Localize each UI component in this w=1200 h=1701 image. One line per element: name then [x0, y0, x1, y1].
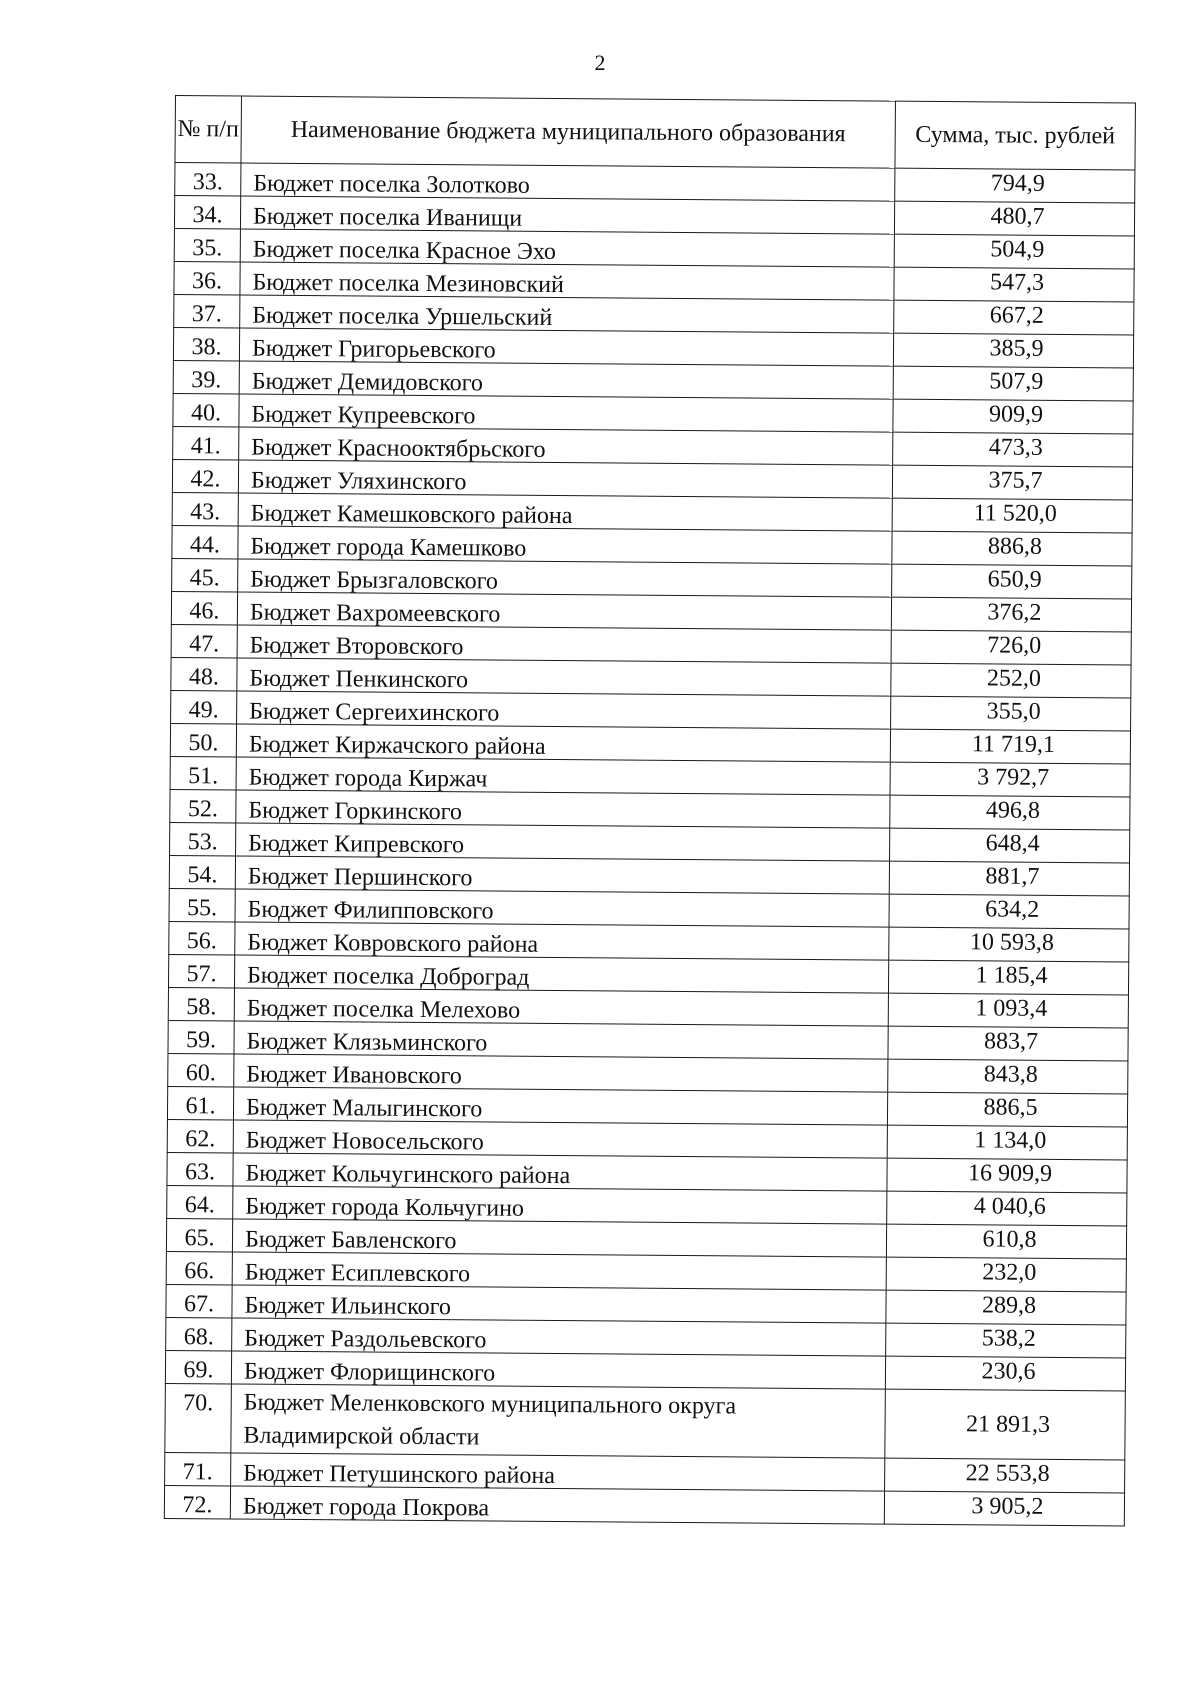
row-number: 60.	[168, 1053, 234, 1087]
row-sum: 909,9	[893, 399, 1133, 434]
row-sum: 480,7	[894, 201, 1134, 236]
row-number: 51.	[170, 756, 236, 790]
row-budget-name: Бюджет Второвского	[237, 625, 891, 663]
row-budget-name: Бюджет Ивановского	[234, 1054, 888, 1092]
row-budget-name: Бюджет Малыгинского	[233, 1087, 887, 1125]
row-number: 63.	[167, 1152, 233, 1186]
table-header-row	[175, 96, 1135, 171]
row-budget-name: Бюджет Уляхинского	[238, 460, 892, 498]
row-number: 61.	[167, 1086, 233, 1120]
row-number: 36.	[174, 261, 240, 295]
row-number: 64.	[167, 1185, 233, 1219]
row-sum: 634,2	[889, 894, 1129, 929]
row-sum: 504,9	[894, 234, 1134, 269]
row-budget-name: Бюджет поселка Мелехово	[234, 988, 888, 1026]
row-budget-name: Бюджет Кипревского	[236, 823, 890, 861]
row-budget-name: Бюджет Бавленского	[232, 1219, 886, 1257]
row-sum: 886,5	[887, 1092, 1127, 1127]
row-budget-name: Бюджет Купреевского	[239, 394, 893, 432]
row-sum: 232,0	[886, 1257, 1126, 1292]
row-number: 58.	[168, 987, 234, 1021]
row-sum: 648,4	[890, 828, 1130, 863]
row-number: 52.	[170, 789, 236, 823]
row-budget-name: Бюджет Краснооктябрьского	[239, 427, 893, 465]
row-budget-name: Бюджет Демидовского	[239, 361, 893, 399]
row-sum: 21 891,3	[885, 1389, 1126, 1460]
row-sum: 473,3	[893, 432, 1133, 467]
row-sum: 376,2	[891, 597, 1131, 632]
row-number: 62.	[167, 1119, 233, 1153]
row-budget-name: Бюджет города Кольчугино	[233, 1186, 887, 1224]
row-sum: 355,0	[891, 696, 1131, 731]
budget-table-container	[164, 95, 1135, 1526]
row-budget-name: Бюджет города Покрова	[230, 1486, 884, 1524]
row-budget-name: Бюджет Петушинского района	[231, 1453, 885, 1491]
row-number: 65.	[166, 1218, 232, 1252]
row-number: 67.	[166, 1284, 232, 1318]
row-budget-name: Бюджет Камешковского района	[238, 493, 892, 531]
row-budget-name: Бюджет поселка Уршельский	[240, 295, 894, 333]
row-sum: 385,9	[893, 333, 1133, 368]
row-budget-name: Бюджет поселка Доброград	[234, 955, 888, 993]
row-number: 66.	[166, 1251, 232, 1285]
row-number: 41.	[173, 426, 239, 460]
row-number: 33.	[175, 163, 241, 197]
table-body	[164, 163, 1135, 1526]
row-budget-name: Бюджет поселка Иванищи	[240, 196, 894, 234]
row-number: 39.	[173, 360, 239, 394]
row-sum: 496,8	[890, 795, 1130, 830]
row-sum: 3 792,7	[890, 762, 1130, 797]
table-row	[164, 1485, 1124, 1526]
row-budget-name: Бюджет поселка Золотково	[241, 163, 895, 201]
budget-table	[164, 95, 1136, 1527]
row-budget-name: Бюджет Григорьевского	[239, 328, 893, 366]
row-number: 59.	[168, 1020, 234, 1054]
row-number: 40.	[173, 393, 239, 427]
row-number: 54.	[169, 855, 235, 889]
row-budget-name: Бюджет Меленковского муниципального округа Владимирской области	[231, 1384, 886, 1458]
row-sum: 726,0	[891, 630, 1131, 665]
row-sum: 881,7	[889, 861, 1129, 896]
row-sum: 1 093,4	[888, 993, 1128, 1028]
row-number: 42.	[172, 459, 238, 493]
row-sum: 230,6	[885, 1356, 1125, 1391]
row-sum: 667,2	[894, 300, 1134, 335]
row-sum: 16 909,9	[887, 1158, 1127, 1193]
row-budget-name: Бюджет Ильинского	[232, 1285, 886, 1323]
row-number: 72.	[164, 1485, 230, 1519]
row-budget-name: Бюджет Есиплевского	[232, 1252, 886, 1290]
row-budget-name: Бюджет Филипповского	[235, 889, 889, 927]
row-budget-name: Бюджет Клязьминского	[234, 1021, 888, 1059]
row-sum: 547,3	[894, 267, 1134, 302]
row-budget-name: Бюджет Пенкинского	[237, 658, 891, 696]
row-budget-name: Бюджет Кольчугинского района	[233, 1153, 887, 1191]
row-budget-name: Бюджет поселка Мезиновский	[240, 262, 894, 300]
row-sum: 610,8	[886, 1224, 1126, 1259]
row-budget-name: Бюджет Сергеихинского	[237, 691, 891, 729]
row-number: 46.	[171, 591, 237, 625]
row-number: 70.	[165, 1383, 232, 1453]
row-sum: 794,9	[895, 168, 1135, 203]
header-number: № п/п	[175, 96, 242, 164]
row-number: 37.	[174, 294, 240, 328]
row-number: 48.	[171, 657, 237, 691]
row-number: 55.	[169, 888, 235, 922]
row-number: 34.	[174, 196, 240, 230]
row-budget-name: Бюджет Раздольевского	[232, 1318, 886, 1356]
row-sum: 252,0	[891, 663, 1131, 698]
row-number: 71.	[165, 1452, 231, 1486]
row-sum: 11 719,1	[890, 729, 1130, 764]
row-sum: 538,2	[886, 1323, 1126, 1358]
row-sum: 650,9	[892, 564, 1132, 599]
row-sum: 1 185,4	[888, 960, 1128, 995]
row-budget-name: Бюджет Брызгаловского	[238, 559, 892, 597]
page-number: 2	[594, 50, 606, 75]
row-budget-name: Бюджет Вахромеевского	[237, 592, 891, 630]
row-sum: 886,8	[892, 531, 1132, 566]
row-number: 47.	[171, 624, 237, 658]
row-number: 56.	[169, 921, 235, 955]
row-number: 69.	[165, 1350, 231, 1384]
row-sum: 375,7	[892, 465, 1132, 500]
table-row	[165, 1383, 1126, 1460]
row-sum: 1 134,0	[887, 1125, 1127, 1160]
row-number: 68.	[166, 1317, 232, 1351]
row-budget-name: Бюджет Ковровского района	[235, 922, 889, 960]
row-sum: 883,7	[888, 1026, 1128, 1061]
row-budget-name: Бюджет Першинского	[235, 856, 889, 894]
row-budget-name: Бюджет города Киржач	[236, 757, 890, 795]
row-sum: 843,8	[888, 1059, 1128, 1094]
header-budget-name: Наименование бюджета муниципального образования	[241, 96, 896, 168]
row-number: 45.	[172, 558, 238, 592]
row-sum: 3 905,2	[884, 1491, 1124, 1526]
row-budget-name: Бюджет Горкинского	[236, 790, 890, 828]
row-sum: 22 553,8	[885, 1458, 1125, 1493]
row-number: 38.	[173, 327, 239, 361]
row-number: 50.	[170, 723, 236, 757]
row-sum: 10 593,8	[889, 927, 1129, 962]
row-number: 53.	[170, 822, 236, 856]
row-sum: 4 040,6	[887, 1191, 1127, 1226]
row-budget-name: Бюджет Флорищинского	[231, 1351, 885, 1389]
row-sum: 507,9	[893, 366, 1133, 401]
row-budget-name: Бюджет города Камешково	[238, 526, 892, 564]
row-number: 57.	[168, 954, 234, 988]
row-number: 44.	[172, 525, 238, 559]
header-sum: Сумма, тыс. рублей	[895, 101, 1136, 170]
row-sum: 11 520,0	[892, 498, 1132, 533]
row-budget-name: Бюджет Новосельского	[233, 1120, 887, 1158]
row-budget-name: Бюджет Киржачского района	[236, 724, 890, 762]
row-number: 43.	[172, 492, 238, 526]
row-number: 35.	[174, 228, 240, 262]
row-budget-name: Бюджет поселка Красное Эхо	[240, 229, 894, 267]
row-sum: 289,8	[886, 1290, 1126, 1325]
row-number: 49.	[171, 690, 237, 724]
